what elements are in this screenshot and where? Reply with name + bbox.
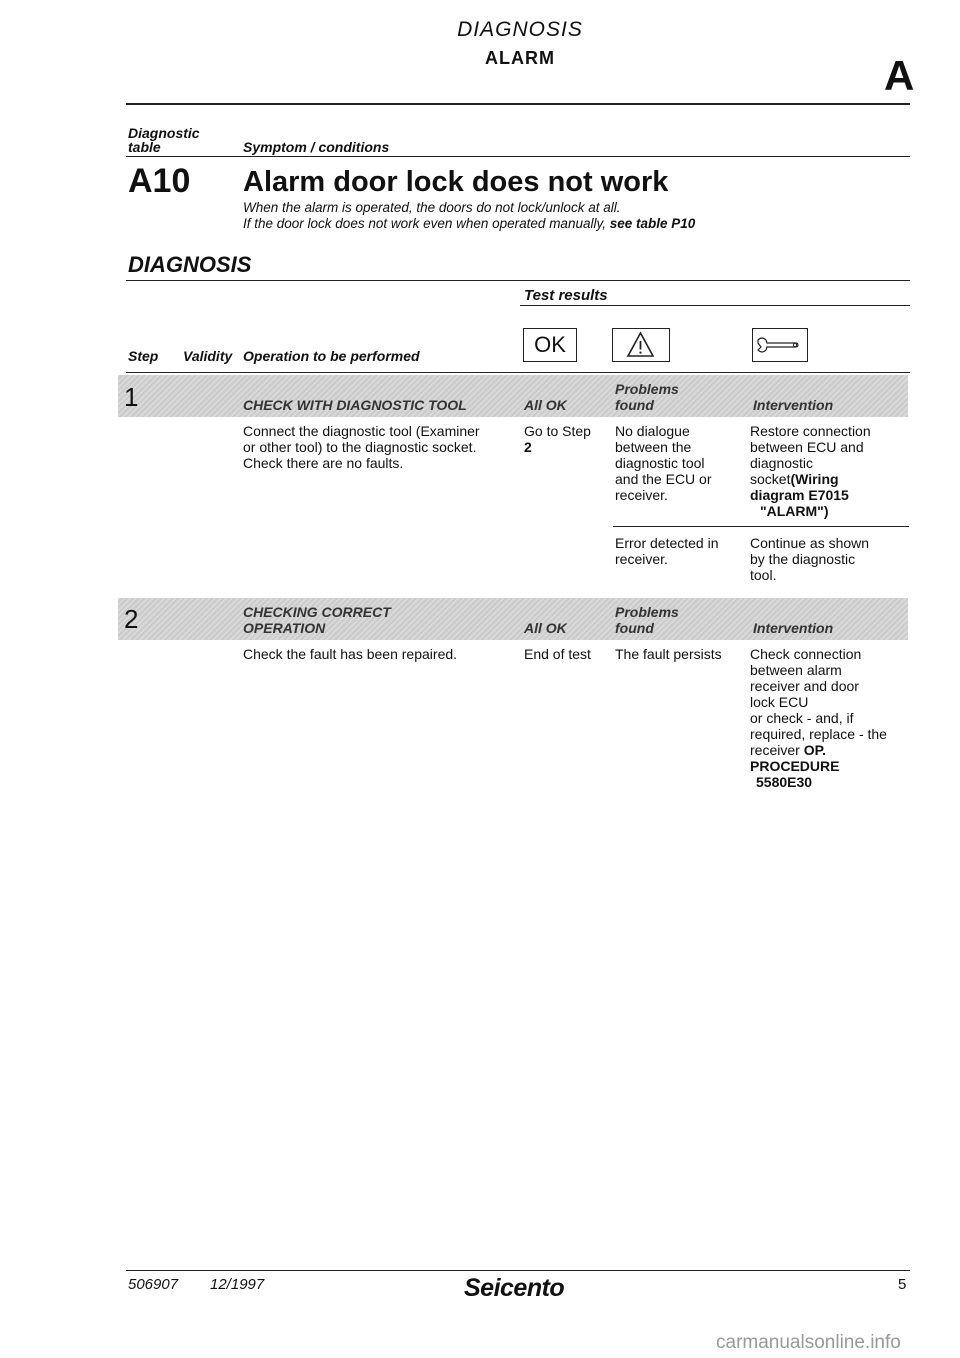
section-title: DIAGNOSIS [457,18,583,41]
step-1-intervention-2: Continue as shown by the diagnostic tool. [750,535,870,583]
table-header-rule [126,156,910,157]
symptom-line-2: If the door lock does not work even when operated manually, see table P10 [243,216,696,231]
footer-rule [126,1270,910,1271]
step-1-number: 1 [124,382,139,412]
ok-icon: OK [523,328,577,362]
step-2-problems-label: Problems found [615,604,679,636]
step-1-result-divider [613,526,909,527]
doc-number: 506907 [128,1276,179,1293]
go-to-step-link[interactable]: 2 [524,439,532,455]
step-1-problem-1: No dialogue between the diagnostic tool and the ECU or receiver. [615,423,712,503]
step-1-operation: Connect the diagnostic tool (Examiner or other tool) to the diagnostic socket. Check there are no faults. [243,423,480,471]
diagnosis-heading: DIAGNOSIS [128,252,252,277]
test-results-label: Test results [524,287,608,304]
step-2-ok-result: End of test [524,646,591,662]
step-1-all-ok-label: All OK [524,397,567,413]
step-2-number: 2 [124,604,139,634]
step-1-intervention-1: Restore connection between ECU and diagnostic socket(Wiring diagram E7015 "ALARM") [750,423,871,519]
step-column-header: Step [128,348,159,364]
header-rule [126,103,910,105]
warning-triangle-icon [612,328,670,362]
step-2-title: CHECKING CORRECT OPERATION [243,604,391,636]
test-results-rule [520,305,910,306]
step-1-intervention-label: Intervention [753,397,834,413]
step-1-ok-result: Go to Step 2 [524,423,591,455]
brand-logo: Seicento [464,1274,565,1302]
doc-date: 12/1997 [210,1276,265,1293]
subsection-title: ALARM [485,48,555,68]
step-2-all-ok-label: All OK [524,620,567,636]
op-procedure-link[interactable]: OP. [803,742,826,758]
diagnosis-rule [126,280,910,281]
operation-column-header: Operation to be performed [243,348,420,364]
columns-rule [126,372,910,373]
symptom-line-1: When the alarm is operated, the doors do not lock/unlock at all. [243,200,621,215]
step-1-title: CHECK WITH DIAGNOSTIC TOOL [243,397,467,413]
step-2-operation: Check the fault has been repaired. [243,646,458,662]
symptom-description [243,200,695,232]
section-letter: A [884,52,915,99]
step-1-problems-label: Problems found [615,381,679,413]
symptom-title: Alarm door lock does not work [243,166,669,198]
see-table-link[interactable]: see table P10 [609,216,696,231]
symptom-code: A10 [128,162,191,200]
step-1-problem-2: Error detected in receiver. [615,535,719,567]
page-number: 5 [898,1276,907,1293]
step-2-problem: The fault persists [615,646,722,662]
symptom-conditions-label: Symptom / conditions [243,139,390,155]
diagnostic-table-label: Diagnostic table [128,125,200,155]
validity-column-header: Validity [183,348,233,364]
step-2-intervention: Check connection between alarm receiver and door lock ECU or check - and, if required, replace - the receiver OP. PROCEDURE 5580E30 [750,646,887,790]
watermark: carmanualsonline.info [716,1332,901,1353]
wrench-icon [752,328,808,362]
step-2-intervention-label: Intervention [753,620,834,636]
